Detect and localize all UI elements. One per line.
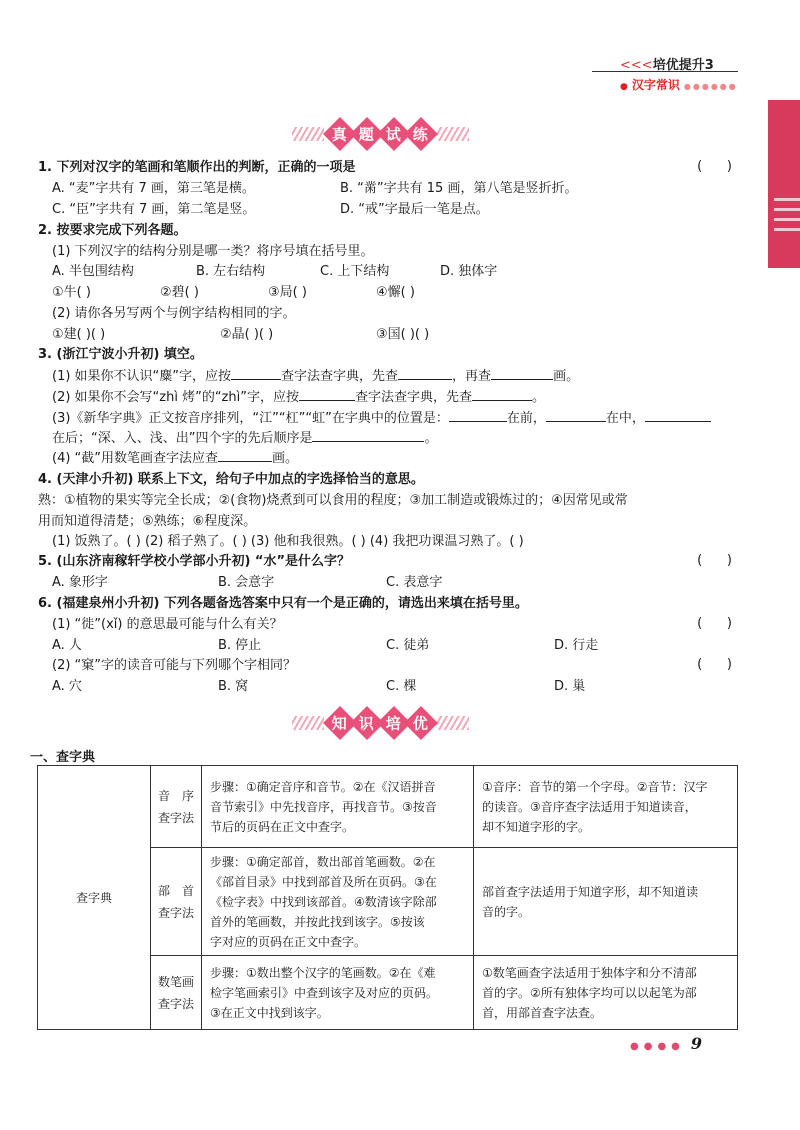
- answer-paren[interactable]: ( ): [697, 657, 732, 672]
- option: B. 会意字: [218, 575, 275, 590]
- answer-paren[interactable]: ( ): [697, 616, 732, 631]
- dots-decoration: ●●●●: [630, 1041, 685, 1052]
- sub-question: (2) “窠”字的读音可能与下列哪个字相同？: [52, 658, 297, 673]
- option: D. 巢: [554, 679, 586, 694]
- sub-question: (1) 下列汉字的结构分别是哪一类？将序号填在括号里。: [52, 244, 374, 259]
- q3-line-1: (1) 如果你不认识“麋”字，应按 查字法查字典，先查 ，再查 画。: [52, 366, 579, 386]
- q3-line-3b: 在后；“深、入、浅、出”四个字的先后顺序是 。: [52, 428, 438, 448]
- header-subtitle: ● 汉字常识 ●●●●●●: [620, 78, 738, 92]
- fill-item[interactable]: ②碧( ): [160, 285, 199, 300]
- option-d: D. “戒”字最后一笔是点。: [340, 202, 489, 217]
- option: C. 上下结构: [320, 264, 390, 279]
- option: C. 棵: [386, 679, 417, 694]
- banner-knowledge: 知 识 培 优: [290, 708, 470, 738]
- fill-item[interactable]: ①建( )( ): [52, 327, 106, 342]
- answer-paren[interactable]: ( ): [697, 159, 732, 174]
- answer-paren[interactable]: ( ): [697, 553, 732, 568]
- notes-cell: ①音序：音节的第一个字母。②音节：汉字 的读音。③音序查字法适用于知道读音， 却不知道字形的字。: [474, 766, 738, 848]
- notes-cell: 部首查字法适用于知道字形，却不知道读 音的字。: [474, 848, 738, 956]
- definition-line: 用而知道得清楚；⑤熟练；⑥程度深。: [38, 514, 257, 529]
- option-a: A. “麦”字共有 7 画，第三笔是横。: [52, 181, 255, 196]
- option-c: C. “臣”字共有 7 画，第二笔是竖。: [52, 202, 256, 217]
- question-3: 3. (浙江宁波小升初) 填空。: [38, 347, 203, 362]
- option: B. 窝: [218, 679, 249, 694]
- option: D. 独体字: [440, 264, 498, 279]
- question-4: 4. (天津小升初) 联系上下文，给句子中加点的字选择恰当的意思。: [38, 472, 424, 487]
- sub-question: (2) 请你各另写两个与例字结构相同的字。: [52, 306, 296, 321]
- method-cell: 部 首 查字法: [151, 848, 202, 956]
- section-title: 一、查字典: [30, 750, 96, 765]
- side-tab: [768, 100, 800, 268]
- arrow-icon: <<<: [620, 58, 653, 73]
- blank[interactable]: [546, 408, 606, 422]
- steps-cell: 步骤：①确定部首，数出部首笔画数。②在 《部首目录》中找到部首及所在页码。③在 《检字表》中找到该部首。④数清该字除部 首外的笔画数，并按此找到该字。⑤按该 字对应的页码在正文中查字。: [202, 848, 474, 956]
- method-cell: 数笔画 查字法: [151, 956, 202, 1030]
- fill-item[interactable]: ③国( )( ): [376, 327, 430, 342]
- option: A. 穴: [52, 679, 82, 694]
- option: A. 人: [52, 638, 82, 653]
- option: C. 徒弟: [386, 638, 430, 653]
- header-title: <<<培优提升3: [620, 58, 714, 73]
- fill-item[interactable]: ④懈( ): [376, 285, 415, 300]
- question-5: 5. (山东济南稼轩学校小学部小升初) “水”是什么字？: [38, 554, 351, 569]
- table-root-cell: 查字典: [38, 766, 151, 1030]
- steps-cell: 步骤：①数出整个汉字的笔画数。②在《难 检字笔画索引》中查到该字及对应的页码。 ③在正文中找到该字。: [202, 956, 474, 1030]
- fill-item[interactable]: ③局( ): [268, 285, 307, 300]
- sentence-items[interactable]: (1) 饭熟了。( ) (2) 稻子熟了。( ) (3) 他和我很熟。( ) (4) 我把功课温习熟了。( ): [52, 534, 524, 549]
- option: B. 停止: [218, 638, 262, 653]
- question-6: 6. (福建泉州小升初) 下列各题备选答案中只有一个是正确的，请选出来填在括号里。: [38, 596, 528, 611]
- steps-cell: 步骤：①确定音序和音节。②在《汉语拼音 音节索引》中先找音序，再找音节。③按音 节后的页码在正文中查字。: [202, 766, 474, 848]
- option-b: B. “黹”字共有 15 画，第八笔是竖折折。: [340, 181, 578, 196]
- dots-decoration: ●●●●●●: [683, 82, 738, 91]
- page-number: ●●●● 9: [630, 1034, 703, 1053]
- option: C. 表意字: [386, 575, 443, 590]
- question-1: 1. 下列对汉字的笔画和笔顺作出的判断，正确的一项是: [38, 160, 356, 175]
- header-rule: [592, 71, 738, 72]
- method-cell: 音 序 查字法: [151, 766, 202, 848]
- fill-item[interactable]: ①牛( ): [52, 285, 91, 300]
- option: D. 行走: [554, 638, 599, 653]
- option: B. 左右结构: [196, 264, 266, 279]
- blank[interactable]: [645, 408, 711, 422]
- blank[interactable]: [491, 366, 553, 380]
- q3-line-3: (3)《新华字典》正文按音序排列，“江”“杠”“虹”在字典中的位置是： 在前， 在中，: [52, 408, 711, 428]
- sub-question: (1) “徙”(xǐ) 的意思最可能与什么有关？: [52, 617, 283, 632]
- blank[interactable]: [312, 428, 424, 442]
- lookup-table: [37, 765, 738, 1030]
- q3-line-2: (2) 如果你不会写“zhì 烤”的“zhì”字，应按 查字法查字典，先查 。: [52, 387, 545, 407]
- question-2: 2. 按要求完成下列各题。: [38, 223, 187, 238]
- blank[interactable]: [231, 366, 281, 380]
- definition-line: 熟：①植物的果实等完全长成；②(食物)烧煮到可以食用的程度；③加工制造或锻炼过的；④因常见或常: [38, 493, 628, 508]
- banner-real-questions: 真 题 试 练: [290, 119, 470, 149]
- blank[interactable]: [449, 408, 507, 422]
- fill-item[interactable]: ②晶( )( ): [220, 327, 274, 342]
- option: A. 半包围结构: [52, 264, 134, 279]
- q3-line-4: (4) “截”用数笔画查字法应查 画。: [52, 448, 298, 468]
- blank[interactable]: [398, 366, 452, 380]
- blank[interactable]: [299, 387, 355, 401]
- table-row: [38, 766, 738, 848]
- blank[interactable]: [472, 387, 532, 401]
- blank[interactable]: [218, 448, 272, 462]
- option: A. 象形字: [52, 575, 108, 590]
- notes-cell: ①数笔画查字法适用于独体字和分不清部 首的字。②所有独体字均可以以起笔为部 首，用部首查字法查。: [474, 956, 738, 1030]
- bullet-icon: ●: [620, 82, 628, 92]
